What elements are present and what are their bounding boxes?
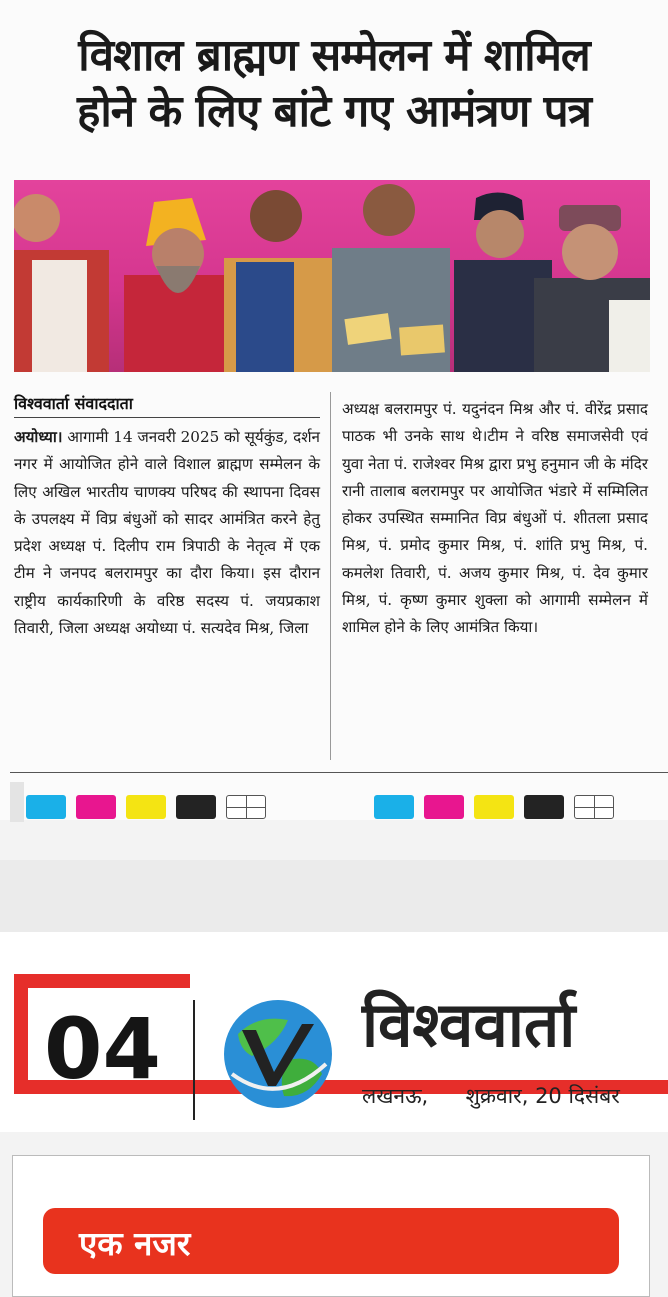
person-1 [14,194,109,372]
lower-section [12,1155,650,1297]
black-swatch [176,795,216,819]
article-byline: विश्ववार्ता संवाददाता [14,392,320,418]
edition-line [362,1082,620,1110]
black-swatch [524,795,564,819]
section-header [43,1208,619,1274]
registration-marks-right [374,795,614,821]
yellow-swatch [126,795,166,819]
group-photo-icon [14,180,650,372]
article-headline [14,28,654,140]
yellow-swatch [474,795,514,819]
registration-marks-left [26,795,266,821]
person-3 [224,190,332,372]
article-column-left [14,424,320,642]
newspaper-name: विश्ववार्ता [362,988,576,1061]
globe-v-logo-icon [218,994,338,1114]
headline-line-2: होने के लिए बांटे गए आमंत्रण पत्र [77,86,591,137]
page-gap [0,860,668,932]
section-label: एक नजर [79,1224,191,1263]
column-divider [330,392,331,760]
article-photo [14,180,650,372]
edition-city: लखनऊ, [362,1084,429,1108]
magenta-swatch [76,795,116,819]
crosshair-icon [574,795,614,819]
cyan-swatch [374,795,414,819]
person-2 [124,198,239,372]
headline-line-1: विशाल ब्राह्मण सम्मेलन में शामिल [78,30,590,81]
cyan-swatch [26,795,66,819]
article-dateline: अयोध्या। [14,428,63,446]
masthead [0,932,668,1132]
person-6 [534,205,650,372]
article-text-right: अध्यक्ष बलरामपुर पं. यदुनंदन मिश्र और पं. वीरेंद्र प्रसाद पाठक भी उनके साथ थे।टीम ने वरिष्ठ समाजसेवी एवं युवा नेता पं. राजेश्वर मिश्र द्वारा प्रभु हनुमान जी के मंदिर रानी तालाब बलरामपुर पर आयोजित भंडारे में सम्मिलित होकर उपस्थित सम्मानित विप्र बंधुओं पं. शीतला प्रसाद मिश्र, पं. प्रमोद कुमार मिश्र, पं. शांति प्रभु मिश्र, पं. कमलेश तिवारी, पं. अजय कुमार मिश्र, पं. देव कुमार मिश्र, पं. कृष्ण कुमार शुक्ला को आगामी सम्मेलन में शामिल होने के लिए आमंत्रित किया। [342,400,648,637]
edition-date: शुक्रवार, 20 दिसंबर [465,1084,620,1108]
article-column-right [342,396,648,642]
page-number: 04 [44,1000,161,1098]
article-text-left: आगामी 14 जनवरी 2025 को सूर्यकुंड, दर्शन नगर में आयोजित होने वाले विशाल ब्राह्मण सम्मेलन के लिए अखिल भारतीय चाणक्य परिषद की स्थापना दिवस के उपलक्ष्य में विप्र बंधुओं को सादर आमंत्रित करने हेतु प्रदेश अध्यक्ष पं. दिलीप राम त्रिपाठी के नेतृत्व में एक टीम ने जनपद बलरामपुर का दौरा किया। इस दौरान राष्ट्रीय कार्यकारिणी के वरिष्ठ सदस्य पं. जयप्रकाश तिवारी, जिला अध्यक्ष अयोध्या पं. सत्यदेव मिश्र, जिला [14,428,320,638]
masthead-divider [193,1000,195,1120]
crosshair-icon [226,795,266,819]
magenta-swatch [424,795,464,819]
page-edge-strip [10,782,24,822]
page-bottom-rule [10,772,668,773]
